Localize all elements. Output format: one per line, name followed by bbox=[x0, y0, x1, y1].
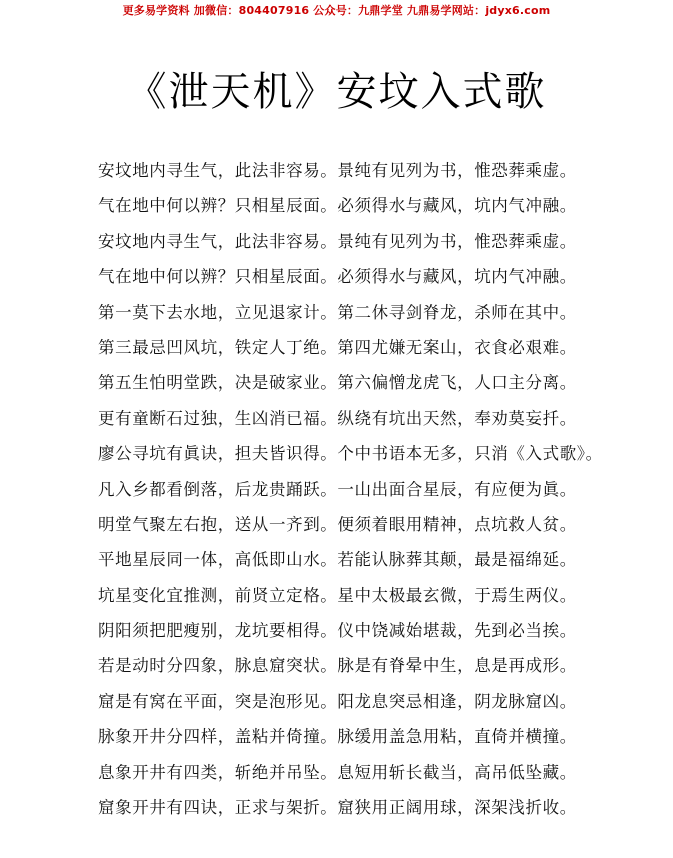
verse-line: 更有童断石过独，生凶消已福。纵绕有坑出天然，奉劝莫妄扦。 bbox=[98, 408, 577, 428]
verse-line: 窟是有窝在平面，突是泡形见。阳龙息突忌相逢，阴龙脉窟凶。 bbox=[98, 691, 577, 711]
verse-line: 安坟地内寻生气，此法非容易。景纯有见列为书，惟恐葬乘虚。 bbox=[98, 161, 577, 180]
verse-line: 廖公寻坑有眞诀，担夫皆识得。个中书语本无多，只消《入式歌》。 bbox=[98, 444, 603, 464]
verse-line: 凡入乡都看倒落，后龙贵踊跃。一山出面合星辰，有应便为眞。 bbox=[98, 479, 577, 499]
watermark-header: 更多易学资料 加微信：804407916 公众号：九鼎学堂 九鼎易学网站：jdyx6.com bbox=[122, 4, 551, 17]
verse-line: 坑星变化宜推测，前贤立定格。星中太极最玄微，于焉生两仪。 bbox=[98, 585, 577, 605]
verse-line: 气在地中何以辨？只相星辰面。必须得水与藏风，坑内气冲融。 bbox=[98, 196, 577, 216]
verse-list bbox=[98, 158, 658, 830]
verse-line: 第一莫下去水地，立见退家计。第二休寻剑脊龙，杀师在其中。 bbox=[98, 302, 577, 322]
verse-line: 第五生怕明堂跌，决是破家业。第六偏憎龙虎飞，人口主分离。 bbox=[98, 373, 577, 393]
verse-line: 第三最忌凹风坑，铁定人丁绝。第四尤嫌无案山，衣食必艰难。 bbox=[98, 337, 577, 357]
verse-line: 气在地中何以辨？只相星辰面。必须得水与藏风，坑内气冲融。 bbox=[98, 267, 577, 287]
verse-line: 若是动时分四象，脉息窟突状。脉是有脊晕中生，息是再成形。 bbox=[98, 656, 577, 676]
verse-line: 脉象开井分四样，盖粘并倚撞。脉缓用盖急用粘，直倚并横撞。 bbox=[98, 727, 577, 747]
page-title: 《泄天机》安坟入式歌 bbox=[126, 69, 547, 115]
verse-line: 息象开井有四类，斩绝并吊坠。息短用斩长截当，高吊低坠藏。 bbox=[98, 762, 577, 782]
verse-line: 安坟地内寻生气，此法非容易。景纯有见列为书，惟恐葬乘虚。 bbox=[98, 231, 577, 251]
verse-line: 窟象开井有四诀，正求与架折。窟狭用正阔用球，深架浅折收。 bbox=[98, 798, 577, 818]
verse-line: 阴阳须把肥瘦别，龙坑要相得。仪中饶减始堪裁，先到必当挨。 bbox=[98, 621, 577, 641]
verse-line: 平地星辰同一体，高低即山水。若能认脉葬其颠，最是福绵延。 bbox=[98, 550, 577, 570]
verse-line: 明堂气聚左右抱，送从一齐到。便须着眼用精神，点坑救人贫。 bbox=[98, 514, 577, 534]
